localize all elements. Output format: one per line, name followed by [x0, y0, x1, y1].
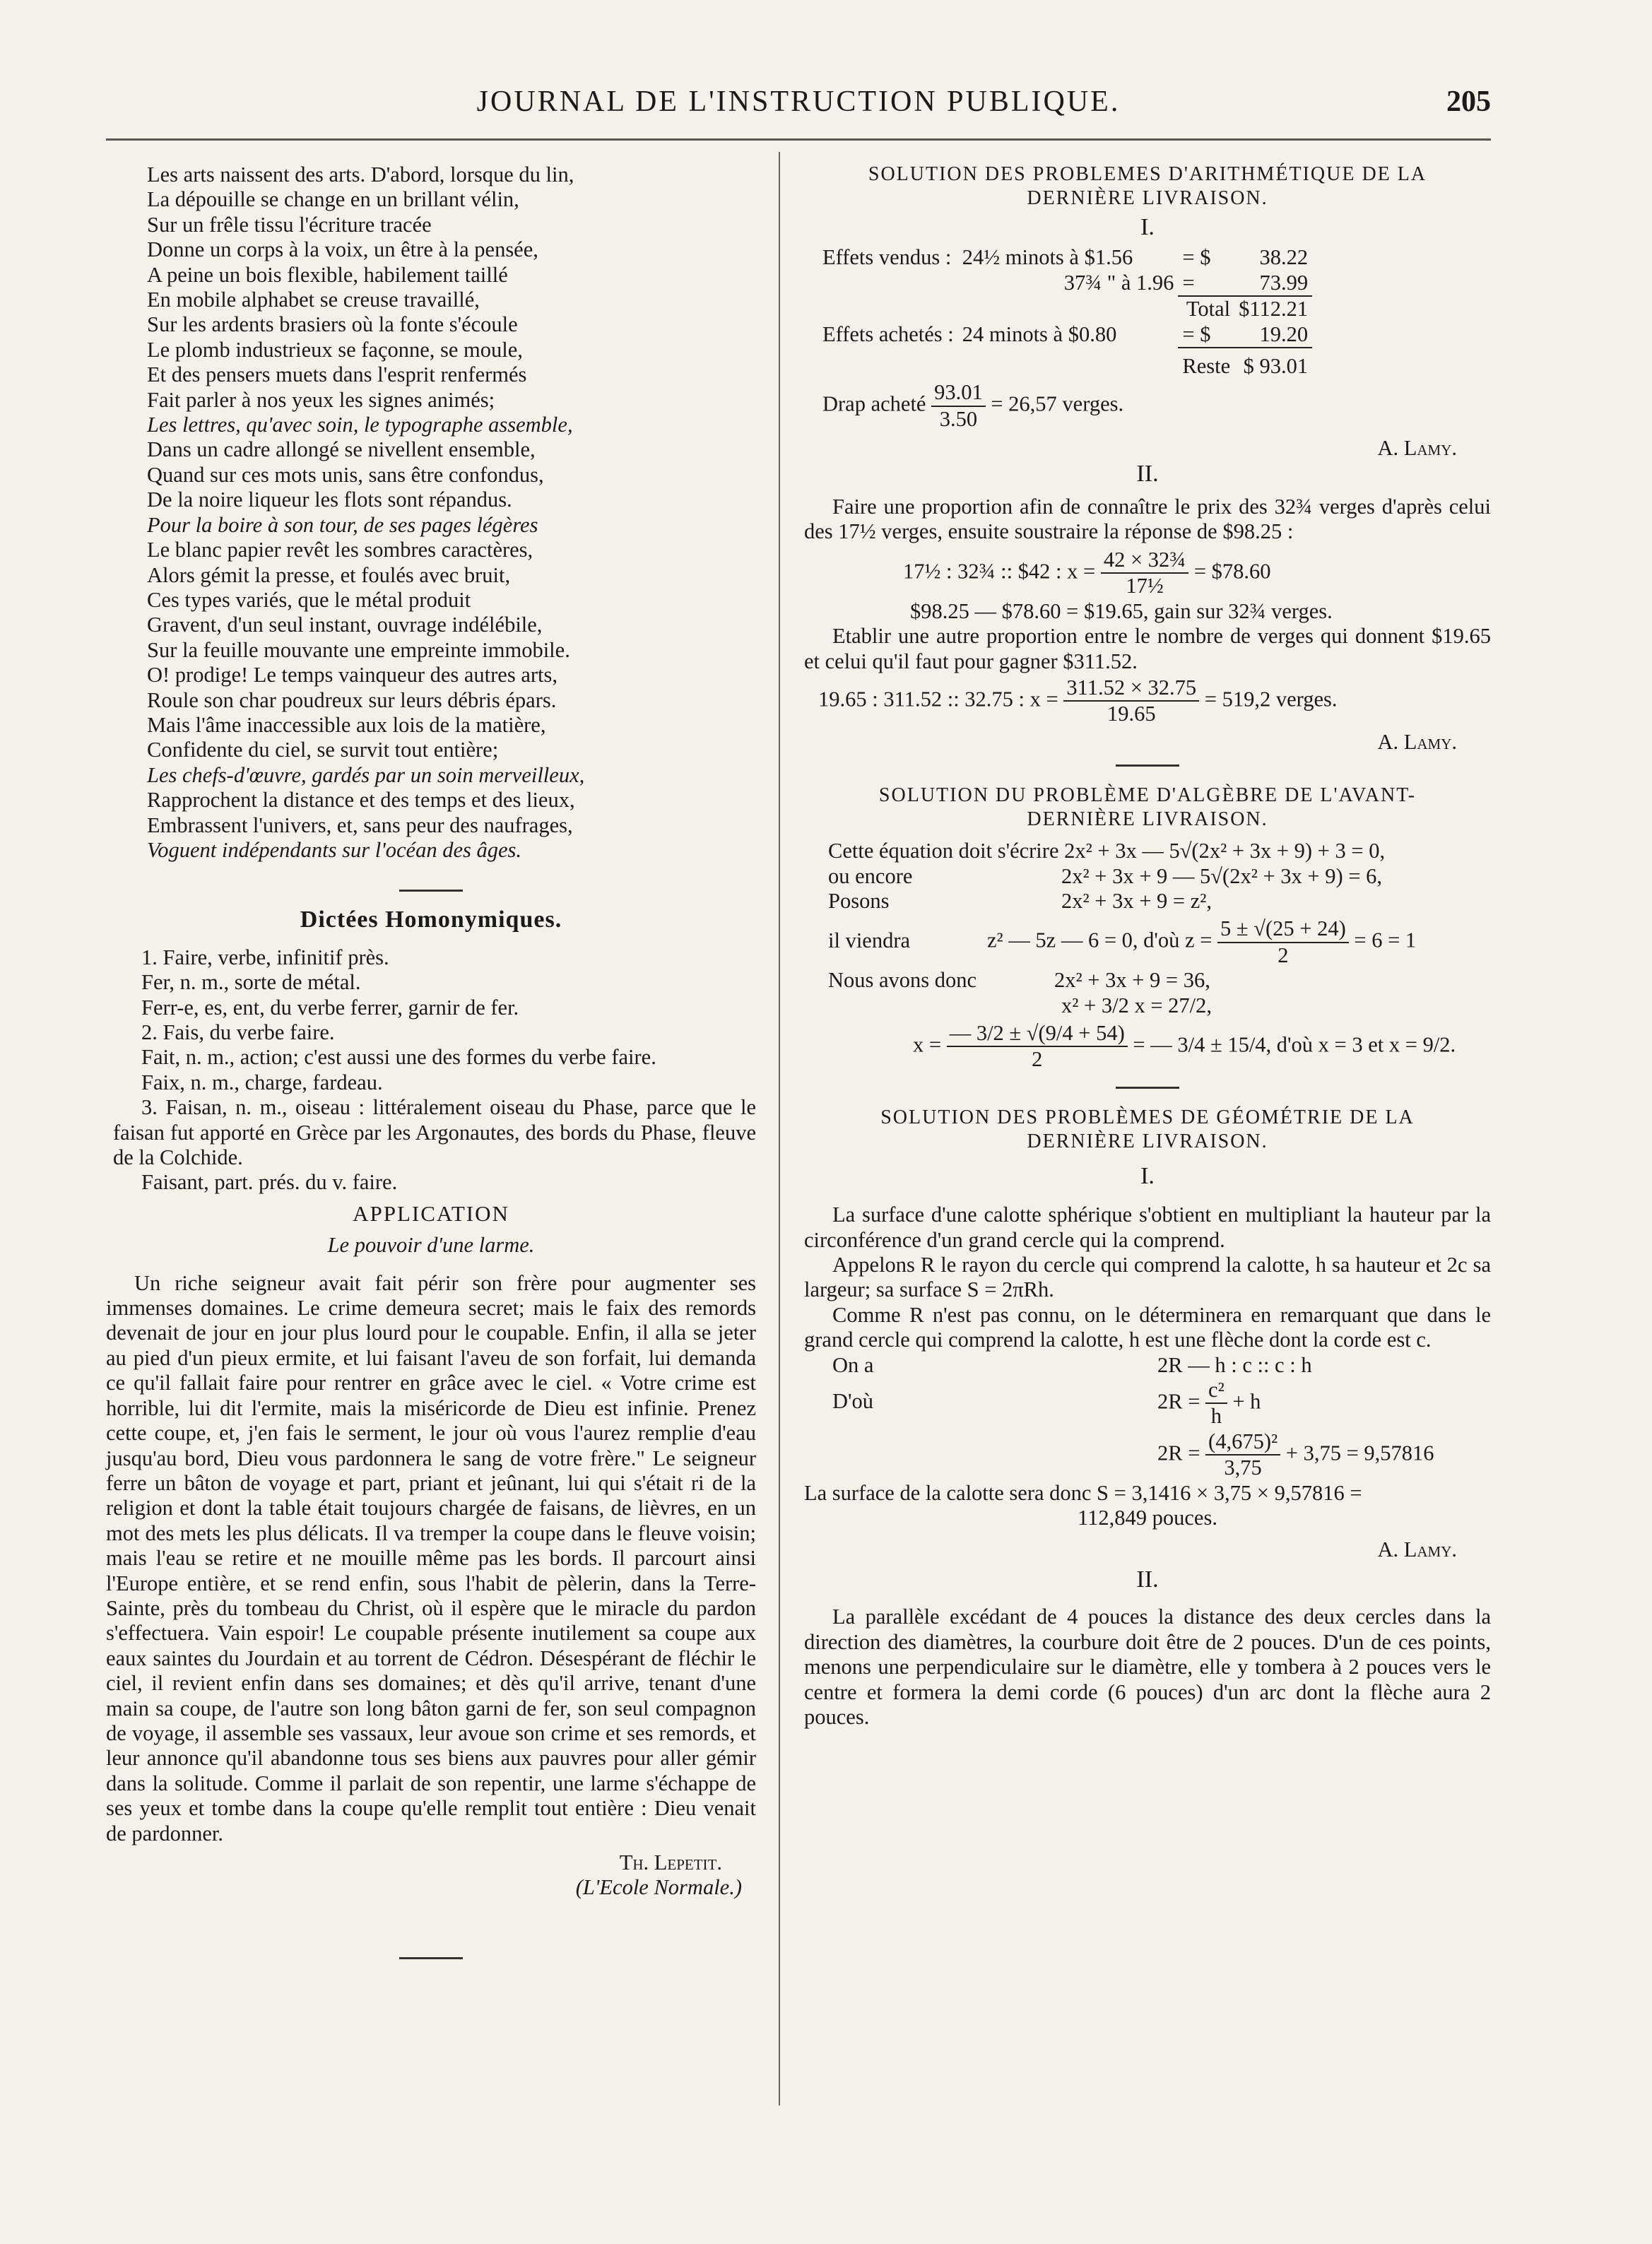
poem-line: Les chefs-d'œuvre, gardés par un soin merveilleux, [147, 762, 585, 787]
poem-line: Pour la boire à son tour, de ses pages légères [147, 512, 538, 537]
poem-line: O! prodige! Le temps vainqueur des autres arts, [147, 663, 558, 687]
poem-line: Confidente du ciel, se survit tout entière; [147, 738, 499, 762]
fraction-denominator: 2 [1278, 943, 1289, 967]
poem-line: Sur la feuille mouvante une empreinte immobile. [147, 637, 570, 662]
homonym-entry: Faix, n. m., charge, fardeau. [141, 1070, 383, 1094]
homonym-entry: Fer, n. m., sorte de métal. [141, 970, 361, 995]
left-column [106, 163, 756, 1959]
formula-result: = $78.60 [1193, 559, 1271, 584]
sales-label: Effets vendus : [822, 245, 952, 270]
paragraph: 112,849 pouces. [1078, 1506, 1217, 1530]
header-rule [106, 138, 1491, 141]
equation: = — 3/4 ± 15/4, d'où x = 3 et x = 9/2. [1133, 1032, 1456, 1057]
equation-fraction [947, 1021, 1128, 1073]
drap-denominator: 3.50 [939, 406, 978, 431]
bought-value: 19.20 [1259, 321, 1309, 346]
story-title: Le pouvoir d'une larme. [327, 1233, 535, 1258]
geometry-title: SOLUTION DES PROBLÈMES DE GÉOMÉTRIE DE LA DERNIÈRE LIVRAISON. [880, 1106, 1415, 1152]
sales-value: 73.99 [1259, 270, 1309, 295]
equation-label: Nous avons donc [828, 968, 977, 993]
poem-line: Le plomb industrieux se façonne, se moule, [147, 337, 523, 362]
formula-numerator: 311.52 × 32.75 [1063, 675, 1199, 702]
bought-qty: 24 minots à $0.80 [962, 321, 1117, 346]
equation: x = [913, 1032, 942, 1057]
bought-label: Effets achetés : [822, 321, 954, 346]
equation: 2R — h : c :: c : h [1157, 1352, 1312, 1377]
homonym-entry: 2. Fais, du verbe faire. [141, 1020, 335, 1044]
page-number: 205 [1446, 85, 1491, 118]
drap-label: Drap acheté [822, 391, 926, 416]
total-value: $112.21 [1234, 296, 1312, 321]
poem-line: Roule son char poudreux sur leurs débris épars. [147, 687, 557, 712]
story-source: (L'Ecole Normale.) [575, 1875, 742, 1900]
formula [818, 675, 1491, 727]
poem-line: Rapprochent la distance et des temps et des lieux, [147, 788, 575, 813]
homonym-entry: 3. Faisan, n. m., oiseau : littéralement oiseau du Phase, parce que le faisan fut apporté en Grèce par les Argonautes, des bords du Phase, fleuve de la Colchide. [113, 1095, 756, 1170]
paragraph: Etablir une autre proportion entre le nombre de verges qui donnent $19.65 et celui qu'il faut pour gagner $311.52. [804, 624, 1491, 673]
fraction-numerator: — 3/2 ± √(9/4 + 54) [947, 1021, 1128, 1047]
poem-line: Le blanc papier revêt les sombres caractères, [147, 538, 533, 562]
poem-line: Embrassent l'univers, et, sans peur des naufrages, [147, 813, 573, 837]
signature: A. Lamy. [1377, 436, 1457, 461]
equation-label: ou encore [828, 863, 913, 888]
equation-line: Cette équation doit s'écrire 2x² + 3x — 5√(2x² + 3x + 9) + 3 = 0, [828, 839, 1386, 863]
homonym-entry: Fait, n. m., action; c'est aussi une des formes du verbe faire. [141, 1045, 656, 1070]
equation: 2R = [1157, 1389, 1200, 1414]
poem-line: En mobile alphabet se creuse travaillé, [147, 288, 480, 312]
sales-qty: 37¾ " à 1.96 [1063, 270, 1174, 295]
equation: + h [1232, 1389, 1261, 1414]
reste-value: $ 93.01 [1234, 348, 1312, 379]
equation-label: On a [832, 1352, 874, 1377]
formula-fraction [1063, 675, 1199, 727]
poem-line: De la noire liqueur les flots sont répandus. [147, 488, 512, 512]
sales-eq: = $ [1182, 245, 1211, 270]
fraction-numerator: 5 ± √(25 + 24) [1217, 916, 1349, 943]
poem-line: Alors gémit la presse, et foulés avec bruit, [147, 562, 511, 587]
drap-line [822, 380, 1491, 432]
paragraph: La surface de la calotte sera donc S = 3,1416 × 3,75 × 9,57816 = [804, 1480, 1362, 1505]
poem [106, 163, 756, 863]
sales-eq: = [1182, 270, 1195, 295]
poem-line: Et des pensers muets dans l'esprit renfermés [147, 362, 527, 387]
equation-label: D'où [832, 1389, 874, 1414]
equation-line: x² + 3/2 x = 27/2, [1061, 993, 1212, 1017]
application-title: APPLICATION [353, 1200, 509, 1226]
fraction-denominator: 2 [1032, 1047, 1043, 1072]
problem-number: I. [1140, 214, 1155, 240]
problem-number: I. [1140, 1162, 1155, 1189]
equation-line [804, 1353, 1491, 1378]
formula-left: 17½ : 32¾ :: $42 : x = [903, 559, 1096, 584]
signature: A. Lamy. [1377, 1537, 1457, 1562]
formula-left: 19.65 : 311.52 :: 32.75 : x = [818, 687, 1058, 711]
equation-line [828, 1021, 1491, 1073]
algebra-title: SOLUTION DU PROBLÈME D'ALGÈBRE DE L'AVANT-DERNIÈRE LIVRAISON. [878, 784, 1417, 831]
algebra-solution [804, 839, 1491, 1073]
poem-line: Donne un corps à la voix, un être à la pensée, [147, 237, 538, 262]
poem-line: Dans un cadre allongé se nivellent ensemble, [147, 437, 536, 462]
poem-line: Gravent, d'un seul instant, ouvrage indélébile, [147, 613, 543, 637]
sales-value: 38.22 [1259, 245, 1309, 270]
bought-eq: = $ [1182, 321, 1211, 346]
fraction-denominator: 3,75 [1224, 1455, 1262, 1480]
arithmetic-title: SOLUTION DES PROBLEMES D'ARITHMÉTIQUE DE LA DERNIÈRE LIVRAISON. [868, 163, 1427, 209]
fraction-denominator: h [1210, 1404, 1222, 1429]
equation: 2R = [1157, 1441, 1200, 1465]
paragraph: La parallèle excédant de 4 pouces la distance des deux cercles dans la direction des diamètres, la courbure doit être de 2 pouces. D'un de ces points, menons une perpendiculaire sur le diamètre, elle y tombera à 2 pouces vers le centre et formera la demi corde (6 pouces) d'un arc dont la flèche aura 2 pouces. [804, 1605, 1491, 1729]
column-divider [779, 152, 780, 2106]
equation-fraction [1205, 1378, 1227, 1429]
equation-fraction [1205, 1429, 1280, 1481]
signature: A. Lamy. [1377, 729, 1457, 754]
reste-label: Reste [1178, 348, 1234, 379]
poem-line: Les arts naissent des arts. D'abord, lorsque du lin, [147, 163, 574, 187]
formula-denominator: 19.65 [1107, 702, 1156, 726]
equation: = 6 = 1 [1354, 928, 1417, 952]
poem-line: Sur un frêle tissu l'écriture tracée [147, 212, 432, 237]
equation: + 3,75 = 9,57816 [1285, 1441, 1434, 1465]
problem-number: II. [1136, 460, 1159, 487]
equation: 2x² + 3x + 9 = z², [1061, 888, 1213, 913]
page-header [106, 85, 1491, 127]
homonym-entry: Ferr-e, es, ent, du verbe ferrer, garnir de fer. [141, 995, 519, 1020]
story-text: Un riche seigneur avait fait périr son frère pour augmenter ses immenses domaines. Le crime demeura secret; mais le faix des remords devenait de jour en jour plus lourd pour le coupable. Enfin, il alla se jeter au pied d'un pieux ermite, et lui faisant l'aveu de son forfait, lui demanda ce qu'il fallait faire pour rentrer en grâce avec le ciel. « Votre crime est horrible, lui dit l'ermite, mais la miséricorde de Dieu est infinie. Prenez cette coupe, et, j'en fais le serment, le jour où vous l'aurez remplie d'eau jusqu'au bord, Dieu vous pardonnera le sang de votre frère." Le seigneur ferre un bâton de voyage et part, priant et jeûnant, lui qui s'était ri de la religion et dont la table était toujours chargée de faisans, de lièvres, en un mot des mets les plus délicats. Il va tremper la coupe dans le fleuve voisin; mais l'eau se retire et ne mouille même pas les bords. Il parcourt ainsi l'Europe entière, et se rend enfin, sous l'habit de pèlerin, dans la Terre-Sainte, près du tombeau du Christ, où il espère que le miracle du pardon s'effectuera. Vain espoir! Le coupable présente inutilement sa coupe aux eaux saintes du Jourdain et au torrent de Cédron. Désespérant de fléchir le ciel, il revient enfin dans ses domaines; et dès qu'il arrive, tenant d'une main sa coupe, de l'autre son long bâton garni de fer, son seul compagnon de voyage, il assemble ses vassaux, leur avoue son crime et ses remords, et leur annonce qu'il abandonne tous ses biens aux pauvres pour aller gémir dans la solitude. Comme il parlait de son repentir, une larme s'échappe de ses yeux et tombe dans la coupe qu'elle remplit tout entière : Dieu venait de pardonner. [106, 1270, 756, 1846]
paragraph: Comme R n'est pas connu, on le déterminera en remarquant que dans le grand cercle qui comprend la calotte, h est une flèche dont la corde est c. [804, 1302, 1491, 1352]
poem-line: Les lettres, qu'avec soin, le typographe assemble, [147, 413, 573, 437]
homonym-entry: Faisant, part. prés. du v. faire. [141, 1170, 398, 1195]
total-label: Total [1178, 296, 1234, 321]
paragraph: La surface d'une calotte sphérique s'obtient en multipliant la hauteur par la circonférence d'un grand cercle qui la comprend. [804, 1203, 1491, 1252]
poem-line: Mais l'âme inaccessible aux lois de la matière, [147, 712, 546, 737]
equation-line [828, 864, 1491, 889]
equation-label: il viendra [828, 928, 911, 952]
equation-line [828, 968, 1491, 993]
equation: 2x² + 3x + 9 = 36, [1054, 968, 1210, 993]
homonym-entries [106, 945, 756, 1195]
fraction-numerator: c² [1205, 1378, 1227, 1404]
poem-line: La dépouille se change en un brillant vélin, [147, 187, 519, 212]
right-column [804, 163, 1491, 1730]
sales-table [818, 245, 1312, 379]
formula-numerator: 42 × 32¾ [1101, 548, 1188, 574]
formula-fraction [1101, 548, 1188, 599]
poem-line: A peine un bois flexible, habilement taillé [147, 262, 508, 287]
equation-line [804, 1378, 1491, 1429]
dictee-title: Dictées Homonymiques. [300, 907, 562, 933]
paragraph: Faire une proportion afin de connaître le prix des 32¾ verges d'après celui des 17½ verges, ensuite soustraire la réponse de $98.25 : [804, 495, 1491, 544]
equation-line [804, 1429, 1491, 1481]
poem-line: Fait parler à nos yeux les signes animés; [147, 387, 495, 412]
drap-result: = 26,57 verges. [991, 391, 1124, 416]
drap-fraction [931, 380, 986, 432]
end-rule [399, 1957, 463, 1959]
paragraph: Appelons R le rayon du cercle qui comprend la calotte, h sa hauteur et 2c sa largeur; sa surface S = 2πRh. [804, 1253, 1491, 1302]
journal-title: JOURNAL DE L'INSTRUCTION PUBLIQUE. [476, 85, 1121, 118]
equation-line [828, 916, 1491, 968]
problem-number: II. [1136, 1566, 1159, 1593]
equation: 2x² + 3x + 9 — 5√(2x² + 3x + 9) = 6, [1061, 863, 1382, 888]
equation-line [828, 889, 1491, 914]
homonym-entry: 1. Faire, verbe, infinitif près. [141, 945, 389, 969]
poem-line: Quand sur ces mots unis, sans être confondus, [147, 462, 544, 487]
equation-fraction [1217, 916, 1349, 968]
drap-numerator: 93.01 [931, 380, 986, 406]
story-author: Th. Lepetit. [619, 1850, 722, 1874]
formula-denominator: 17½ [1126, 574, 1164, 598]
paragraph: $98.25 — $78.60 = $19.65, gain sur 32¾ verges. [910, 598, 1333, 623]
equation-label: Posons [828, 888, 890, 913]
equation: z² — 5z — 6 = 0, d'où z = [987, 928, 1213, 952]
fraction-numerator: (4,675)² [1205, 1429, 1280, 1455]
formula [903, 548, 1491, 599]
poem-line: Ces types variés, que le métal produit [147, 587, 471, 612]
poem-line: Sur les ardents brasiers où la fonte s'écoule [147, 312, 518, 337]
sales-qty: 24½ minots à $1.56 [962, 245, 1133, 270]
formula-result: = 519,2 verges. [1204, 687, 1338, 711]
poem-line: Voguent indépendants sur l'océan des âges. [147, 837, 522, 862]
